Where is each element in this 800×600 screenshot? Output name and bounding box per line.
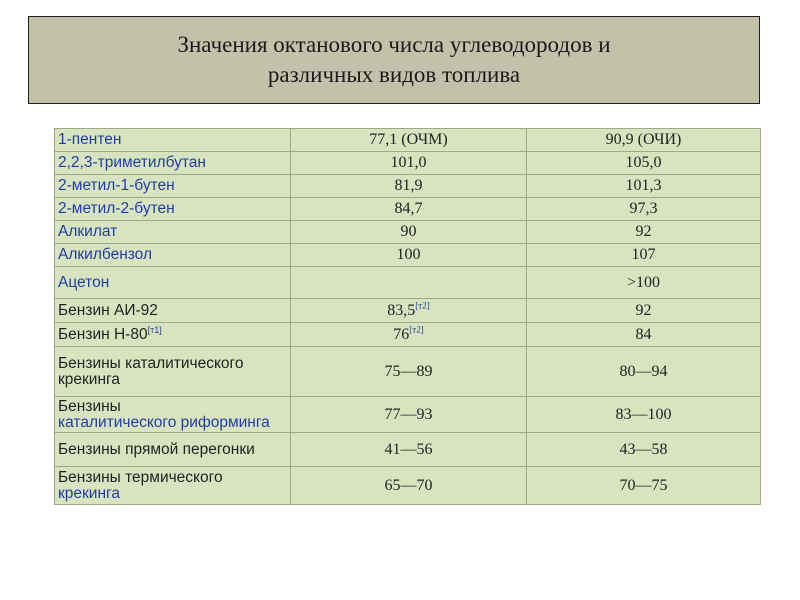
table-row	[55, 129, 761, 152]
octane-table	[54, 128, 761, 505]
footnote-link[interactable]: [т1]	[147, 324, 162, 335]
ochm-value: 41—56	[291, 433, 527, 467]
ochi-value: 107	[527, 244, 761, 267]
ochm-value: 84,7	[291, 198, 527, 221]
table-row	[55, 323, 761, 347]
ochm-value: 90	[291, 221, 527, 244]
ochi-value: 101,3	[527, 175, 761, 198]
ochm-value	[291, 267, 527, 299]
ochi-value: 97,3	[527, 198, 761, 221]
ochi-value: 83—100	[527, 397, 761, 433]
ochm-value: 76	[393, 325, 410, 343]
ochm-value: 65—70	[291, 467, 527, 505]
ochm-value: 81,9	[291, 175, 527, 198]
slide-title-line-2: различных видов топлива	[267, 62, 521, 87]
hydrocarbon-name[interactable]: 2,2,3-триметилбутан	[55, 152, 291, 175]
footnote-link[interactable]: [т2]	[409, 324, 424, 335]
ochi-value: 80—94	[527, 347, 761, 397]
ochi-value: 92	[527, 299, 761, 323]
hydrocarbon-name[interactable]: 2-метил-1-бутен	[55, 175, 291, 198]
fuel-name-prefix: Бензины термического	[58, 468, 223, 486]
ochi-value: 84	[527, 323, 761, 347]
table-row	[55, 198, 761, 221]
table-row	[55, 433, 761, 467]
hydrocarbon-name[interactable]: Алкилат	[55, 221, 291, 244]
ochm-value: 100	[291, 244, 527, 267]
slide-title-line-1: Значения октанового числа углеводородов и	[177, 32, 611, 57]
fuel-name-prefix: Бензины	[58, 398, 121, 415]
ochi-value: 43—58	[527, 433, 761, 467]
table-row	[55, 299, 761, 323]
table-row	[55, 152, 761, 175]
table-row	[55, 175, 761, 198]
table-row	[55, 267, 761, 299]
table-row	[55, 244, 761, 267]
fuel-name: Бензин АИ-92	[58, 301, 158, 319]
fuel-name: Бензин Н-80	[58, 325, 148, 343]
ochi-value: 90,9 (ОЧИ)	[527, 129, 761, 152]
table-row	[55, 347, 761, 397]
hydrocarbon-name[interactable]: 2-метил-2-бутен	[55, 198, 291, 221]
hydrocarbon-name[interactable]: Алкилбензол	[55, 244, 291, 267]
hydrocarbon-name[interactable]: Ацетон	[55, 267, 291, 299]
ochm-value: 101,0	[291, 152, 527, 175]
ochm-value: 75—89	[291, 347, 527, 397]
ochi-value: 70—75	[527, 467, 761, 505]
ochi-value: 92	[527, 221, 761, 244]
table-row	[55, 467, 761, 505]
slide-title-box	[28, 16, 760, 104]
ochm-value: 83,5	[387, 301, 416, 319]
hydrocarbon-name[interactable]: 1-пентен	[55, 129, 291, 152]
footnote-link[interactable]: [т2]	[415, 300, 430, 311]
table-row	[55, 221, 761, 244]
ochi-value: >100	[527, 267, 761, 299]
fuel-name: Бензины каталитического крекинга	[58, 354, 244, 388]
ochi-value: 105,0	[527, 152, 761, 175]
ochm-value: 77,1 (ОЧМ)	[291, 129, 527, 152]
fuel-name-link[interactable]: каталитического риформинга	[58, 413, 270, 431]
ochm-value: 77—93	[291, 397, 527, 433]
table-row	[55, 397, 761, 433]
fuel-name-link[interactable]: крекинга	[58, 484, 120, 502]
fuel-name: Бензины прямой перегонки	[58, 440, 255, 458]
